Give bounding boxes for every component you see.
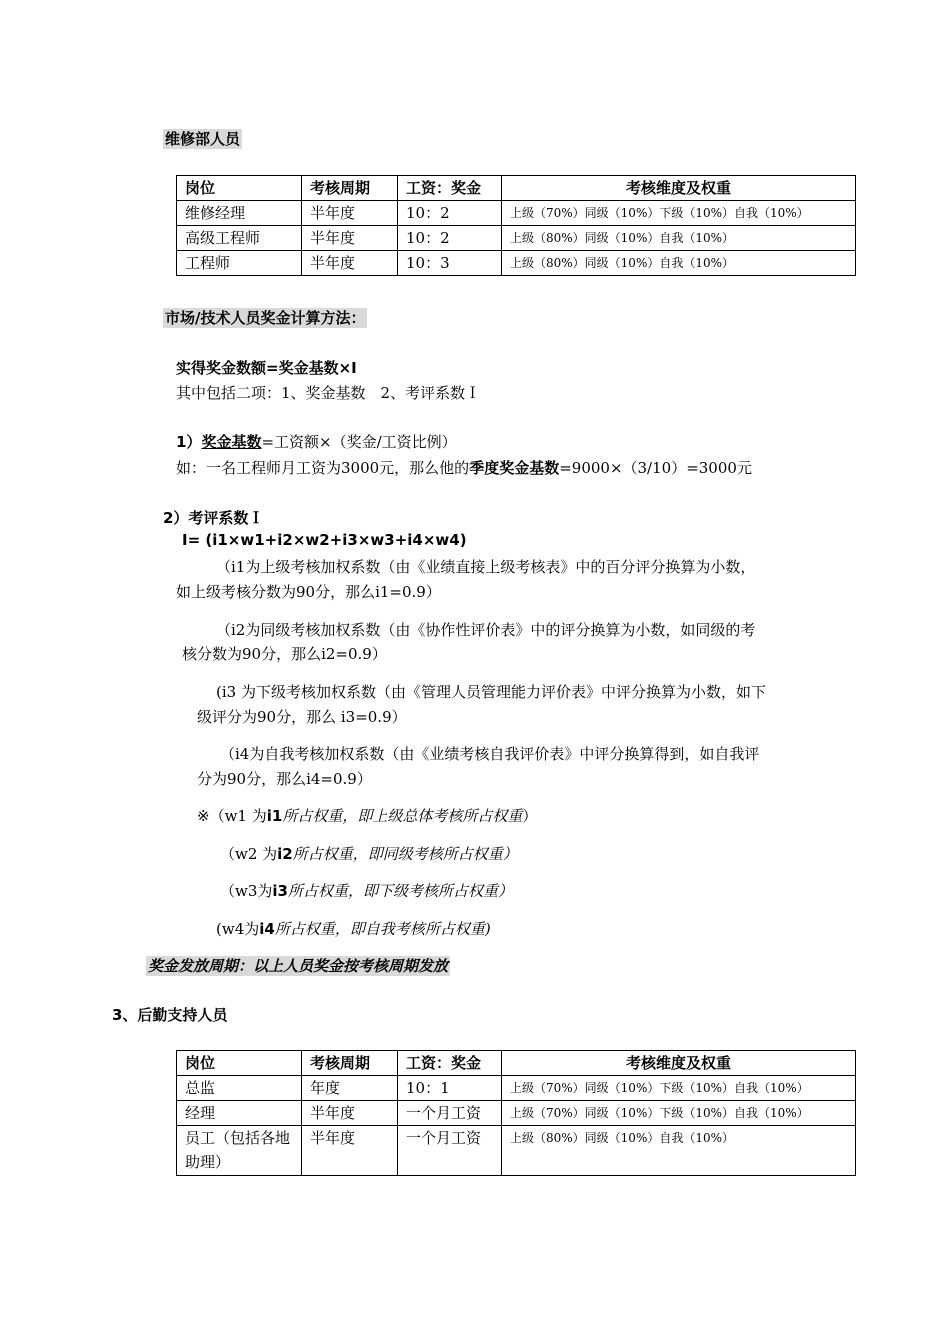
base-example xyxy=(176,457,752,478)
section-title-text: 市场/技术人员奖金计算方法： xyxy=(165,309,366,327)
w1-prefix: ※（w1 为 xyxy=(197,807,267,825)
table-header-row xyxy=(177,176,856,201)
header-cell: 考核周期 xyxy=(302,1051,398,1076)
cell-position: 工程师 xyxy=(177,251,302,276)
i1-line-1: （i1为上级考核加权系数（由《业绩直接上级考核表》中的百分评分换算为小数， xyxy=(216,558,756,576)
w1-line xyxy=(197,805,537,826)
table-row xyxy=(177,226,856,251)
cell-weights: 上级（80%）同级（10%）自我（10%） xyxy=(502,226,856,251)
i4-line-1: （i4为自我考核加权系数（由《业绩考核自我评价表》中评分换算得到，如自我评 xyxy=(220,745,760,763)
support-table xyxy=(176,1050,856,1176)
w3-var: i3 xyxy=(272,882,288,900)
w1-var: i1 xyxy=(266,807,283,825)
w2-line xyxy=(220,843,518,864)
base-prefix: 1） xyxy=(176,433,202,451)
w4-desc: 所占权重，即自我考核所占权重) xyxy=(274,920,491,938)
i3-line-1: (i3 为下级考核加权系数（由《管理人员管理能力评价表》中评分换算为小数，如下 xyxy=(216,683,766,701)
i4-line-2: 分为90分，那么i4=0.9） xyxy=(197,770,372,788)
w1-desc: 所占权重，即上级总体考核所占权重 xyxy=(282,807,523,825)
section-title-maintenance xyxy=(163,128,242,149)
cell-weights: 上级（70%）同级（10%）下级（10%）自我（10%） xyxy=(502,1076,856,1101)
cell-ratio: 10：3 xyxy=(398,251,502,276)
cell-ratio: 一个月工资 xyxy=(398,1126,502,1176)
w2-prefix: （w2 为 xyxy=(220,845,278,863)
maintenance-table xyxy=(176,175,856,276)
i1-line-2: 如上级考核分数为90分，那么i1=0.9） xyxy=(176,583,441,601)
cell-position: 经理 xyxy=(177,1101,302,1126)
cell-weights: 上级（80%）同级（10%）自我（10%） xyxy=(502,251,856,276)
i3-line-2: 级评分为90分，那么 i3=0.9） xyxy=(197,708,407,726)
w3-line xyxy=(220,880,513,901)
cell-ratio: 10：1 xyxy=(398,1076,502,1101)
table-row xyxy=(177,1076,856,1101)
w3-desc: 所占权重，即下级考核所占权重） xyxy=(287,882,513,900)
table-row xyxy=(177,1101,856,1126)
payout-cycle xyxy=(146,955,450,976)
table-row xyxy=(177,1126,856,1176)
cell-position: 高级工程师 xyxy=(177,226,302,251)
cell-period: 半年度 xyxy=(302,1101,398,1126)
cell-weights: 上级（70%）同级（10%）下级（10%）自我（10%） xyxy=(502,1101,856,1126)
header-cell: 工资：奖金 xyxy=(398,1051,502,1076)
table-header-row xyxy=(177,1051,856,1076)
section-title-calculation xyxy=(163,307,367,328)
cell-ratio: 一个月工资 xyxy=(398,1101,502,1126)
cell-period: 半年度 xyxy=(302,1126,398,1176)
cell-ratio: 10：2 xyxy=(398,201,502,226)
cell-period: 年度 xyxy=(302,1076,398,1101)
cell-position: 总监 xyxy=(177,1076,302,1101)
payout-text: 奖金发放周期：以上人员奖金按考核周期发放 xyxy=(148,957,449,975)
formula-includes: 其中包括二项：1、奖金基数 2、考评系数Ｉ xyxy=(176,384,481,402)
example-text: 如：一名工程师月工资为3000元，那么他的 xyxy=(176,459,470,477)
header-cell: 考核周期 xyxy=(302,176,398,201)
header-cell: 考核维度及权重 xyxy=(502,1051,856,1076)
table-row xyxy=(177,201,856,226)
w4-var: i4 xyxy=(259,920,275,938)
cell-weights: 上级（80%）同级（10%）自我（10%） xyxy=(502,1126,856,1176)
section-title-text: 维修部人员 xyxy=(165,130,241,148)
cell-position: 维修经理 xyxy=(177,201,302,226)
section-title-support: 3、后勤支持人员 xyxy=(112,1006,228,1024)
example-result: =9000×（3/10）=3000元 xyxy=(559,459,752,477)
cell-ratio: 10：2 xyxy=(398,226,502,251)
coef-formula: I= (i1×w1+i2×w2+i3×w3+i4×w4) xyxy=(182,531,467,549)
w1-close: ） xyxy=(522,807,538,825)
base-term: 奖金基数 xyxy=(201,433,262,451)
formula-main: 实得奖金数额=奖金基数×I xyxy=(176,359,357,377)
cell-period: 半年度 xyxy=(302,201,398,226)
cell-period: 半年度 xyxy=(302,251,398,276)
example-term: 季度奖金基数 xyxy=(469,459,560,477)
base-definition xyxy=(176,431,457,452)
header-cell: 考核维度及权重 xyxy=(502,176,856,201)
w4-line xyxy=(216,918,491,939)
base-def: =工资额×（奖金/工资比例） xyxy=(261,433,457,451)
i2-line-1: （i2为同级考核加权系数（由《协作性评价表》中的评分换算为小数，如同级的考 xyxy=(216,621,756,639)
w2-var: i2 xyxy=(277,845,293,863)
i2-line-2: 核分数为90分，那么i2=0.9） xyxy=(182,645,387,663)
header-cell: 工资：奖金 xyxy=(398,176,502,201)
w4-prefix: (w4为 xyxy=(216,920,260,938)
table-row xyxy=(177,251,856,276)
w2-desc: 所占权重，即同级考核所占权重） xyxy=(292,845,518,863)
w3-prefix: （w3为 xyxy=(220,882,273,900)
header-cell: 岗位 xyxy=(177,1051,302,1076)
cell-weights: 上级（70%）同级（10%）下级（10%）自我（10%） xyxy=(502,201,856,226)
cell-position: 员工（包括各地助理） xyxy=(177,1126,302,1176)
header-cell: 岗位 xyxy=(177,176,302,201)
coef-title: 2）考评系数Ｉ xyxy=(163,509,264,527)
cell-period: 半年度 xyxy=(302,226,398,251)
